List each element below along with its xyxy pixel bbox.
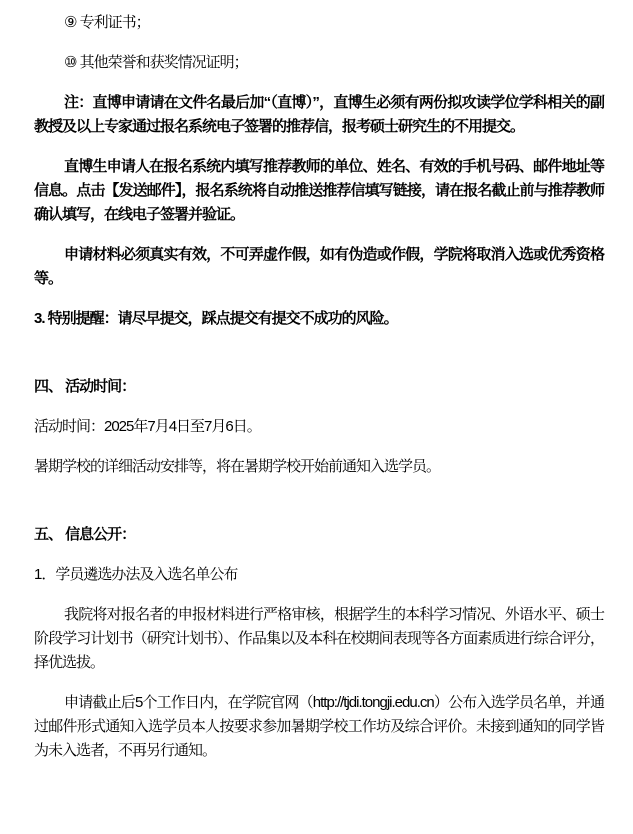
- attachment-item-9: ⑨ 专利证书；: [64, 14, 150, 31]
- subsection-selection-announcement: 1．学员遴选办法及入选名单公布: [34, 566, 238, 583]
- note-direct-phd: 注：直博申请请在文件名最后加“（直博）”，直博生必须有两份拟攻读学位学科相关的副教授及以上专家通过报名系统电子签署的推荐信，报考硕士研究生的不用提交。: [34, 94, 604, 135]
- note-authenticity: 申请材料必须真实有效，不可弄虚作假，如有伪造或作假，学院将取消入选或优秀资格等。: [34, 246, 604, 287]
- activity-time-value: 活动时间：2025年7月4日至7月6日。: [34, 418, 261, 435]
- document-body: [34, 11, 604, 763]
- section-heading-information-disclosure: 五、 信息公开：: [34, 526, 136, 543]
- note-recommendation-letter: 直博生申请人在报名系统内填写推荐教师的单位、姓名、有效的手机号码、邮件地址等信息。点击【发送邮件】，报名系统将自动推送推荐信填写链接，请在报名截止前与推荐教师确认填写，在线电子签署并验证。: [34, 158, 604, 223]
- section-heading-activity-time: 四、 活动时间：: [34, 378, 136, 395]
- activity-schedule-note: 暑期学校的详细活动安排等，将在暑期学校开始前通知入选学员。: [34, 458, 441, 475]
- selection-review-paragraph: 我院将对报名者的申报材料进行严格审核，根据学生的本科学习情况、外语水平、硕士阶段学习计划书（研究计划书）、作品集以及本科在校期间表现等各方面素质进行综合评分，择优选拔。: [34, 606, 604, 671]
- special-reminder: 3. 特别提醒：请尽早提交，踩点提交有提交不成功的风险。: [34, 310, 398, 327]
- result-announcement-paragraph: 申请截止后5个工作日内，在学院官网（http://tjdi.tongji.edu.cn）公布入选学员名单，并通过邮件形式通知入选学员本人按要求参加暑期学校工作坊及综合评价。未接到通知的同学皆为未入选者，不再另行通知。: [34, 694, 604, 759]
- attachment-item-10: ⑩ 其他荣誉和获奖情况证明；: [64, 54, 248, 71]
